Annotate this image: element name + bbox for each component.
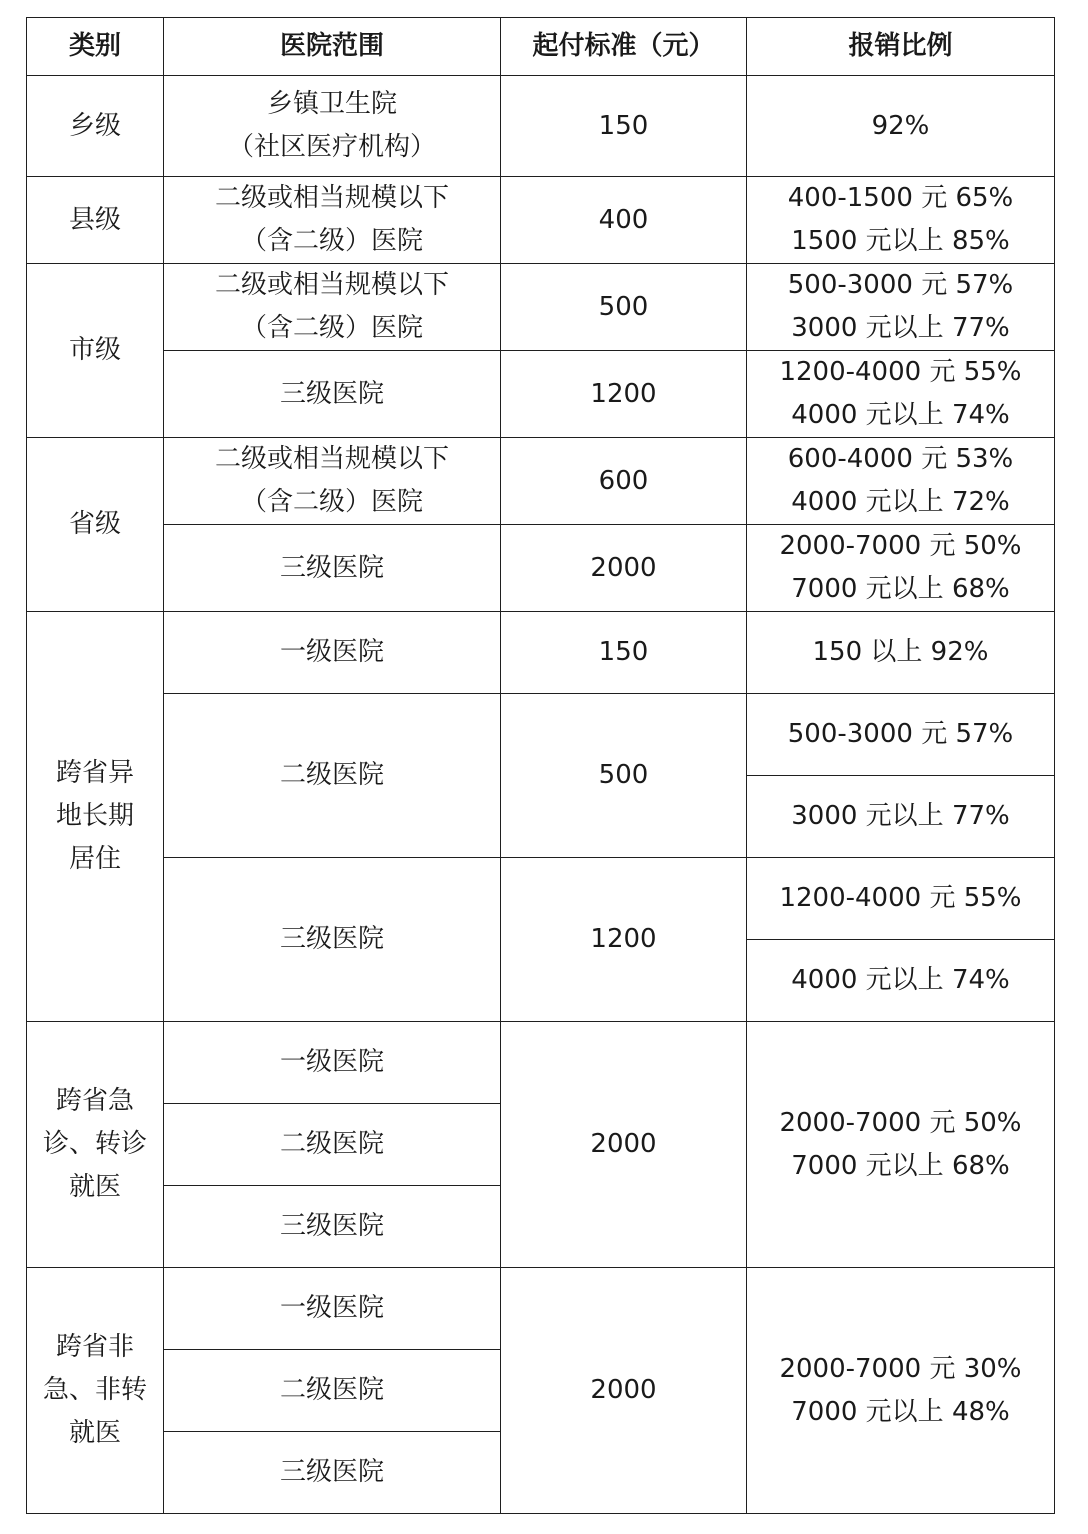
ratio-cell: 3000 元以上 77% — [747, 776, 1055, 858]
table-row — [27, 525, 1055, 612]
deductible-cell: 2000 — [501, 1022, 747, 1268]
deductible-cell: 150 — [501, 612, 747, 694]
deductible-cell: 2000 — [501, 525, 747, 612]
ratio-cell: 400-1500 元 65% 1500 元以上 85% — [747, 177, 1055, 264]
scope-cell: 三级医院 — [164, 1432, 501, 1514]
ratio-cell: 500-3000 元 57% 3000 元以上 77% — [747, 264, 1055, 351]
reimbursement-table — [26, 17, 1055, 1514]
ratio-cell: 150 以上 92% — [747, 612, 1055, 694]
table-row — [27, 1022, 1055, 1104]
scope-cell: 二级或相当规模以下 （含二级）医院 — [164, 177, 501, 264]
scope-cell: 三级医院 — [164, 1186, 501, 1268]
ratio-cell: 500-3000 元 57% — [747, 694, 1055, 776]
category-cell: 县级 — [27, 177, 164, 264]
ratio-cell: 1200-4000 元 55% — [747, 858, 1055, 940]
table-row — [27, 76, 1055, 177]
ratio-cell: 2000-7000 元 50% 7000 元以上 68% — [747, 525, 1055, 612]
scope-cell: 三级医院 — [164, 858, 501, 1022]
scope-cell: 三级医院 — [164, 525, 501, 612]
table-row — [27, 694, 1055, 776]
scope-cell: 三级医院 — [164, 351, 501, 438]
category-cell: 市级 — [27, 264, 164, 438]
scope-cell: 二级或相当规模以下 （含二级）医院 — [164, 438, 501, 525]
deductible-cell: 1200 — [501, 351, 747, 438]
deductible-cell: 500 — [501, 694, 747, 858]
scope-cell: 二级医院 — [164, 694, 501, 858]
table-row — [27, 177, 1055, 264]
ratio-cell: 2000-7000 元 50% 7000 元以上 68% — [747, 1022, 1055, 1268]
table-row — [27, 351, 1055, 438]
table-row — [27, 858, 1055, 940]
header-category: 类别 — [27, 18, 164, 76]
ratio-cell: 2000-7000 元 30% 7000 元以上 48% — [747, 1268, 1055, 1514]
table-row — [27, 264, 1055, 351]
deductible-cell: 400 — [501, 177, 747, 264]
category-cell: 跨省异 地长期 居住 — [27, 612, 164, 1022]
scope-cell: 一级医院 — [164, 612, 501, 694]
category-cell: 省级 — [27, 438, 164, 612]
category-cell: 跨省非 急、非转 就医 — [27, 1268, 164, 1514]
scope-cell: 乡镇卫生院 （社区医疗机构） — [164, 76, 501, 177]
category-cell: 跨省急 诊、转诊 就医 — [27, 1022, 164, 1268]
scope-cell: 一级医院 — [164, 1022, 501, 1104]
scope-cell: 一级医院 — [164, 1268, 501, 1350]
table-row — [27, 612, 1055, 694]
header-deductible: 起付标准（元） — [501, 18, 747, 76]
table-row — [27, 438, 1055, 525]
deductible-cell: 1200 — [501, 858, 747, 1022]
table-header-row — [27, 18, 1055, 76]
ratio-cell: 1200-4000 元 55% 4000 元以上 74% — [747, 351, 1055, 438]
header-reimbursement-ratio: 报销比例 — [747, 18, 1055, 76]
ratio-cell: 92% — [747, 76, 1055, 177]
scope-cell: 二级医院 — [164, 1350, 501, 1432]
deductible-cell: 600 — [501, 438, 747, 525]
category-cell: 乡级 — [27, 76, 164, 177]
scope-cell: 二级或相当规模以下 （含二级）医院 — [164, 264, 501, 351]
ratio-cell: 4000 元以上 74% — [747, 940, 1055, 1022]
header-hospital-scope: 医院范围 — [164, 18, 501, 76]
deductible-cell: 2000 — [501, 1268, 747, 1514]
deductible-cell: 500 — [501, 264, 747, 351]
scope-cell: 二级医院 — [164, 1104, 501, 1186]
table-row — [27, 1268, 1055, 1350]
ratio-cell: 600-4000 元 53% 4000 元以上 72% — [747, 438, 1055, 525]
deductible-cell: 150 — [501, 76, 747, 177]
